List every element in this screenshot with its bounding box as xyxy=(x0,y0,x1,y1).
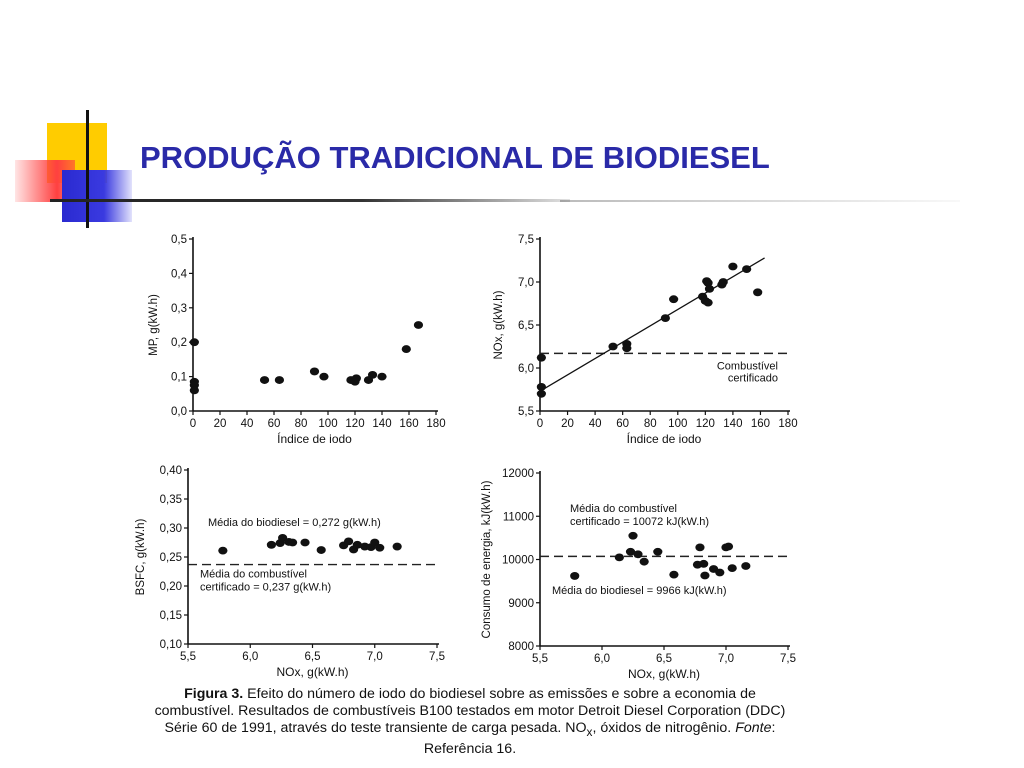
y-tick-label: 8000 xyxy=(508,641,534,653)
y-axis-label: MP, g(kW.h) xyxy=(148,294,160,356)
x-tick-label: 140 xyxy=(723,418,743,430)
x-tick-label: 160 xyxy=(399,418,419,430)
data-point xyxy=(375,544,384,552)
data-point xyxy=(615,553,624,561)
data-point xyxy=(190,338,199,346)
caption-text-1: Efeito do número de iodo do biodiesel sobre as emissões e sobre a economia de combustível. Resultados de combustíveis B100 testados em motor Detroit Diesel Corporation (DDC) Série 60 de 1991, através do teste transiente de carga pesada. NO xyxy=(154,686,786,736)
x-tick-label: 20 xyxy=(213,418,227,430)
data-point xyxy=(352,374,361,382)
y-tick-label: 0,0 xyxy=(171,406,187,418)
y-tick-label: 7,0 xyxy=(518,277,534,289)
data-point xyxy=(669,295,678,303)
x-axis-label: Índice de iodo xyxy=(626,432,702,446)
x-tick-label: 40 xyxy=(240,418,254,430)
data-point xyxy=(275,376,284,384)
data-point xyxy=(703,299,712,307)
x-tick-label: 40 xyxy=(588,418,602,430)
x-tick-label: 6,5 xyxy=(656,653,672,665)
data-point xyxy=(728,564,737,572)
data-point xyxy=(695,543,704,551)
data-point xyxy=(402,345,411,353)
caption-text-3: : Referência 16. xyxy=(423,720,776,757)
x-tick-label: 80 xyxy=(643,418,657,430)
page-title: PRODUÇÃO TRADICIONAL DE BIODIESEL xyxy=(140,140,770,175)
data-point xyxy=(640,558,649,566)
reference-label: certificado xyxy=(727,372,778,385)
y-tick-label: 0,40 xyxy=(159,465,182,477)
data-point xyxy=(377,373,386,381)
y-tick-label: 0,35 xyxy=(159,494,182,506)
y-tick-label: 9000 xyxy=(508,597,534,610)
data-point xyxy=(537,390,546,398)
data-point xyxy=(633,550,642,558)
data-point xyxy=(310,368,319,376)
annotation-biodiesel-mean: Média do biodiesel = 0,272 g(kW.h) xyxy=(208,517,381,529)
x-tick-label: 0 xyxy=(536,418,544,430)
data-point xyxy=(317,546,326,554)
data-point xyxy=(267,541,276,549)
x-axis-label: Índice de iodo xyxy=(277,432,352,446)
y-axis-label: NOx, g(kW.h) xyxy=(493,290,505,360)
data-point xyxy=(368,371,377,379)
y-tick-label: 0,1 xyxy=(171,371,187,384)
data-point xyxy=(653,548,662,556)
y-tick-label: 0,3 xyxy=(171,302,187,315)
x-tick-label: 6,0 xyxy=(594,653,610,665)
chart-2 xyxy=(493,234,798,446)
data-point xyxy=(288,539,297,547)
x-axis-label: NOx, g(kW.h) xyxy=(627,667,701,681)
data-point xyxy=(300,539,309,547)
data-point xyxy=(628,532,637,540)
data-point xyxy=(608,343,617,351)
data-point xyxy=(344,537,353,545)
x-tick-label: 60 xyxy=(616,418,630,430)
data-point xyxy=(728,263,737,271)
y-tick-label: 12000 xyxy=(502,468,534,480)
x-tick-label: 6,0 xyxy=(242,651,259,663)
x-tick-label: 7,0 xyxy=(366,651,383,663)
x-tick-label: 7,5 xyxy=(429,651,445,663)
y-tick-label: 0,20 xyxy=(159,581,182,593)
chart-3 xyxy=(135,465,445,679)
caption-label: Figura 3. xyxy=(184,686,244,702)
annotation-fuel-mean: Média do combustível xyxy=(200,568,307,581)
data-point xyxy=(260,376,269,384)
data-point xyxy=(661,314,670,322)
x-axis-label: NOx, g(kW.h) xyxy=(276,665,349,679)
data-point xyxy=(319,373,328,381)
x-tick-label: 120 xyxy=(345,418,365,430)
data-point xyxy=(393,543,402,551)
x-tick-label: 140 xyxy=(372,418,392,430)
y-tick-label: 6,5 xyxy=(518,320,534,332)
data-point xyxy=(705,285,714,293)
chart-1 xyxy=(148,234,446,446)
x-tick-label: 5,5 xyxy=(180,651,196,663)
data-point xyxy=(753,288,762,296)
y-axis-label: Consumo de energia, kJ(kW.h) xyxy=(481,480,493,639)
x-tick-label: 180 xyxy=(426,418,446,430)
annotation-biodiesel-mean: Média do biodiesel = 9966 kJ(kW.h) xyxy=(552,585,727,598)
x-tick-label: 120 xyxy=(695,418,715,430)
x-tick-label: 20 xyxy=(561,418,574,430)
y-tick-label: 0,2 xyxy=(171,337,187,350)
y-tick-label: 11000 xyxy=(502,511,534,524)
y-tick-label: 0,10 xyxy=(159,639,182,651)
y-tick-label: 0,25 xyxy=(159,552,182,564)
y-tick-label: 0,30 xyxy=(159,523,182,535)
caption-text-2: , óxidos de nitrogênio. xyxy=(592,720,736,736)
x-tick-label: 60 xyxy=(267,418,281,430)
figure-3-charts xyxy=(125,215,825,685)
x-tick-label: 7,5 xyxy=(780,653,796,665)
data-point xyxy=(715,569,724,577)
x-tick-label: 6,5 xyxy=(304,651,321,663)
y-tick-label: 6,0 xyxy=(518,363,534,375)
reference-label: Combustível xyxy=(716,360,778,373)
decor-vertical-line xyxy=(86,110,89,228)
y-tick-label: 7,5 xyxy=(518,234,534,246)
data-point xyxy=(622,344,631,352)
data-point xyxy=(742,265,751,273)
x-tick-label: 160 xyxy=(750,418,771,430)
x-tick-label: 180 xyxy=(778,418,798,430)
data-point xyxy=(570,572,579,580)
caption-fonte: Fonte xyxy=(735,720,772,736)
data-point xyxy=(218,547,227,555)
decor-title-underline xyxy=(50,199,570,202)
data-point xyxy=(699,560,708,568)
data-point xyxy=(414,321,423,329)
data-point xyxy=(741,562,750,570)
decor-title-underline-fade xyxy=(560,200,960,202)
annotation-fuel-mean-value: certificado = 0,237 g(kW.h) xyxy=(200,581,332,594)
data-point xyxy=(190,386,199,394)
x-tick-label: 100 xyxy=(318,418,338,430)
annotation-fuel-mean: Média do combustível xyxy=(570,502,677,515)
y-axis-label: BSFC, g(kW.h) xyxy=(135,518,147,596)
y-tick-label: 0,4 xyxy=(171,268,187,281)
chart-4 xyxy=(481,468,796,681)
data-point xyxy=(669,571,678,579)
data-point xyxy=(537,383,546,391)
data-point xyxy=(724,543,733,551)
y-tick-label: 10000 xyxy=(502,554,534,567)
y-tick-label: 0,5 xyxy=(171,234,187,246)
y-tick-label: 5,5 xyxy=(518,406,534,418)
y-tick-label: 0,15 xyxy=(159,610,182,622)
x-tick-label: 0 xyxy=(189,418,197,430)
x-tick-label: 80 xyxy=(294,418,308,430)
figure-caption xyxy=(150,686,790,758)
data-point xyxy=(700,572,709,580)
annotation-fuel-mean-value: certificado = 10072 kJ(kW.h) xyxy=(570,515,710,528)
data-point xyxy=(719,278,728,286)
x-tick-label: 5,5 xyxy=(532,653,548,665)
x-tick-label: 100 xyxy=(668,418,688,430)
decor-blue-square xyxy=(62,170,132,222)
x-tick-label: 7,0 xyxy=(718,653,734,665)
caption-sub-x: x xyxy=(586,724,593,739)
data-point xyxy=(537,354,546,362)
